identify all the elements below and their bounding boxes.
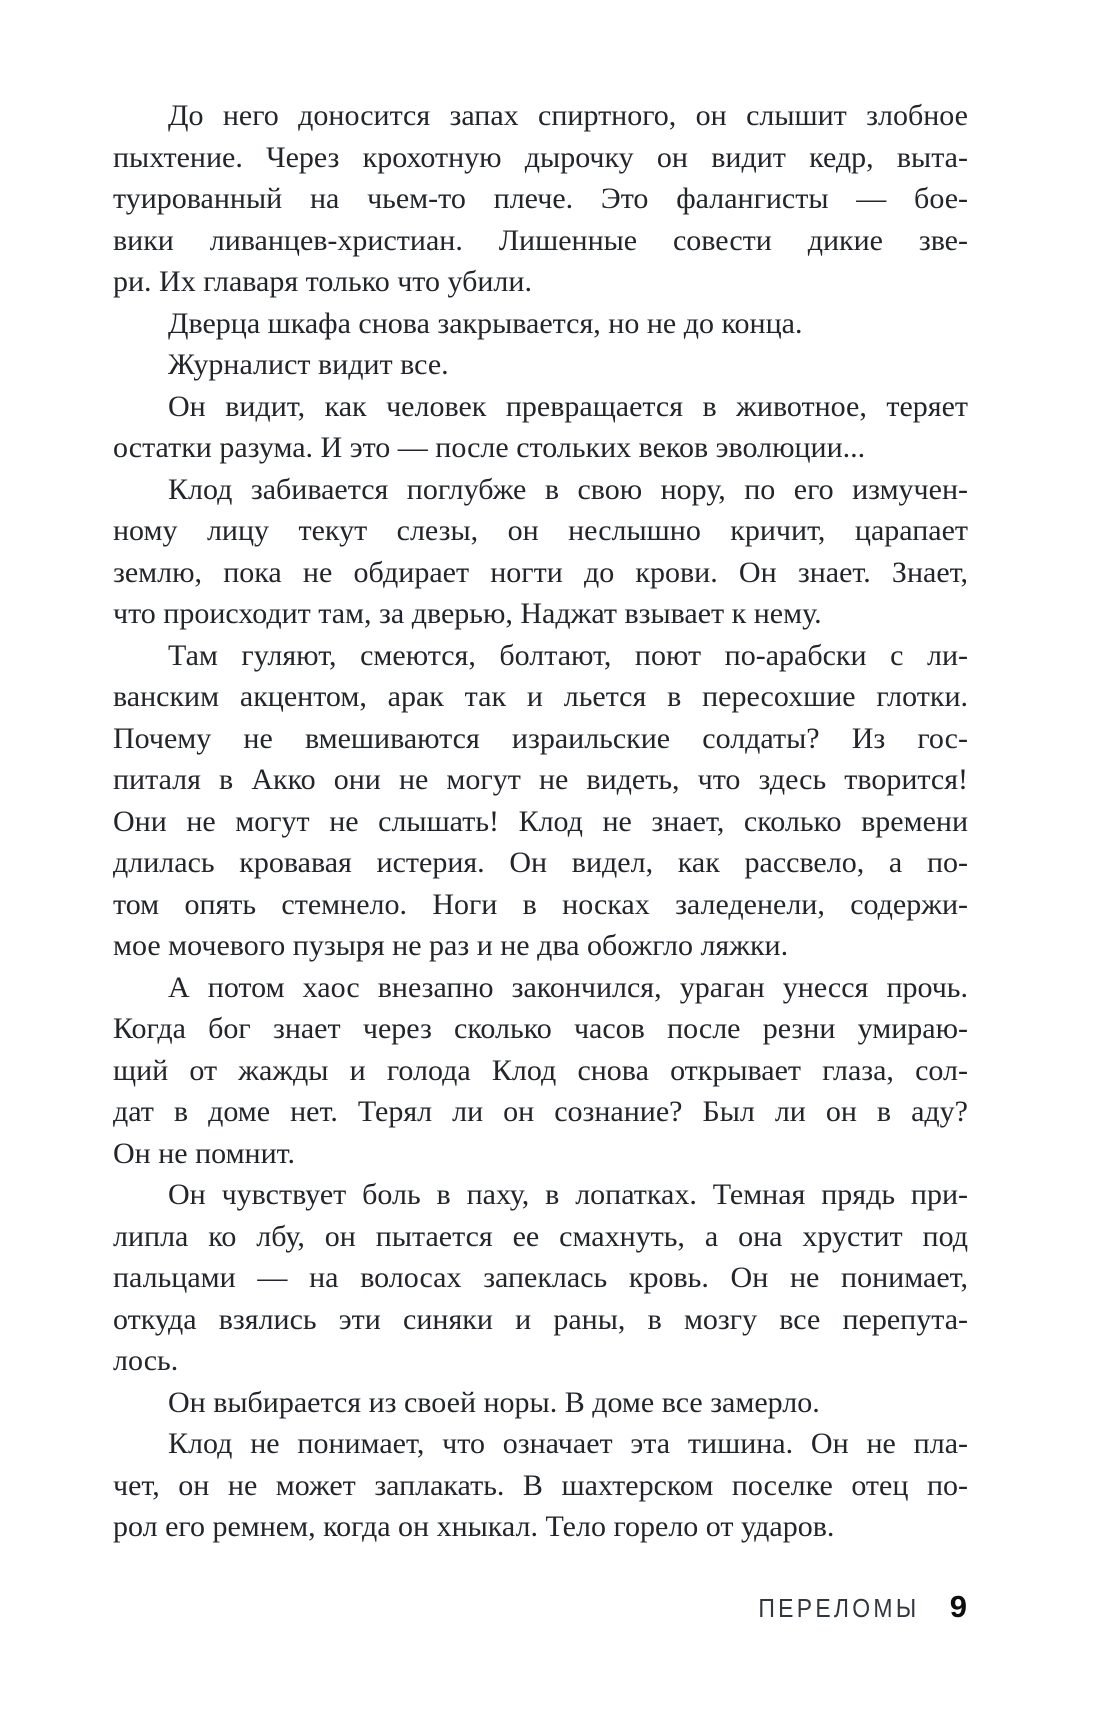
- text-line: Почему не вмешиваются израильские солдаты? Из гос-: [113, 721, 968, 755]
- text-line: остатки разума. И это — после стольких веков эволюции...: [113, 431, 866, 464]
- paragraph: [113, 469, 968, 635]
- text-line: Клод забивается поглубже в свою нору, по его измучен-: [168, 472, 968, 506]
- paragraph: [113, 1382, 968, 1424]
- text-line: туированный на чьем-то плече. Это фалангисты — бое-: [113, 182, 968, 215]
- text-line: пыхтение. Через крохотную дырочку он видит кедр, выта-: [113, 140, 968, 174]
- text-line: пальцами — на волосах запеклась кровь. Он не понимает,: [113, 1261, 968, 1294]
- paragraph: [113, 344, 968, 386]
- paragraph: [113, 967, 968, 1175]
- text-line: длилась кровавая истерия. Он видел, как рассвело, а по-: [113, 846, 968, 879]
- text-line: щий от жажды и голода Клод снова открывает глаза, сол-: [113, 1053, 968, 1087]
- text-line: Он видит, как человек превращается в животное, теряет: [168, 389, 968, 423]
- text-line: ри. Их главаря только что убили.: [113, 265, 532, 298]
- paragraph: [113, 303, 968, 345]
- text-line: откуда взялись эти синяки и раны, в мозгу все перепута-: [113, 1302, 968, 1336]
- paragraph: [113, 1423, 968, 1548]
- text-line: мое мочевого пузыря не раз и не два обожгло ляжки.: [113, 929, 789, 962]
- text-line: том опять стемнело. Ноги в носках заледенели, содержи-: [113, 887, 968, 921]
- text-line: Они не могут не слышать! Клод не знает, сколько времени: [113, 804, 968, 838]
- text-line: что происходит там, за дверью, Наджат взывает к нему.: [113, 597, 822, 630]
- page-number: 9: [949, 1589, 967, 1624]
- text-line: Журналист видит все.: [168, 348, 449, 381]
- text-line: Он не помнит.: [113, 1136, 296, 1170]
- text-line: вики ливанцев-христиан. Лишенные совести дикие зве-: [113, 223, 968, 257]
- text-line: ванским акцентом, арак так и льется в пересохшие глотки.: [113, 680, 968, 713]
- text-line: До него доносится запах спиртного, он слышит злобное: [168, 99, 968, 132]
- text-line: липла ко лбу, он пытается ее смахнуть, а она хрустит под: [113, 1219, 968, 1253]
- text-line: ному лицу текут слезы, он неслышно кричит, царапает: [113, 514, 968, 547]
- text-line: Там гуляют, смеются, болтают, поют по-арабски с ли-: [168, 638, 968, 672]
- text-line: Он чувствует боль в паху, в лопатках. Темная прядь при-: [168, 1178, 968, 1211]
- paragraph: [113, 1174, 968, 1382]
- text-line: чет, он не может заплакать. В шахтерском поселке отец по-: [113, 1468, 968, 1502]
- page-footer: [723, 1589, 967, 1625]
- text-line: Когда бог знает через сколько часов после резни умираю-: [113, 1012, 968, 1045]
- text-line: землю, пока не обдирает ногти до крови. Он знает. Знает,: [113, 555, 968, 589]
- text-line: питаля в Акко они не могут не видеть, что здесь творится!: [113, 763, 968, 796]
- text-line: А потом хаос внезапно закончился, ураган унесся прочь.: [168, 970, 968, 1004]
- text-line: Дверца шкафа снова закрывается, но не до конца.: [168, 306, 803, 340]
- running-title: ПЕРЕЛОМЫ: [758, 1594, 920, 1623]
- text-line: рол его ремнем, когда он хныкал. Тело горело от ударов.: [113, 1510, 835, 1543]
- body-text: [113, 95, 968, 1548]
- text-line: Клод не понимает, что означает эта тишина. Он не пла-: [168, 1427, 968, 1460]
- paragraph: [113, 635, 968, 967]
- text-line: лось.: [113, 1344, 179, 1377]
- paragraph: [113, 386, 968, 469]
- text-line: дат в доме нет. Терял ли он сознание? Был ли он в аду?: [113, 1095, 968, 1128]
- text-line: Он выбирается из своей норы. В доме все замерло.: [168, 1385, 820, 1419]
- paragraph: [113, 95, 968, 303]
